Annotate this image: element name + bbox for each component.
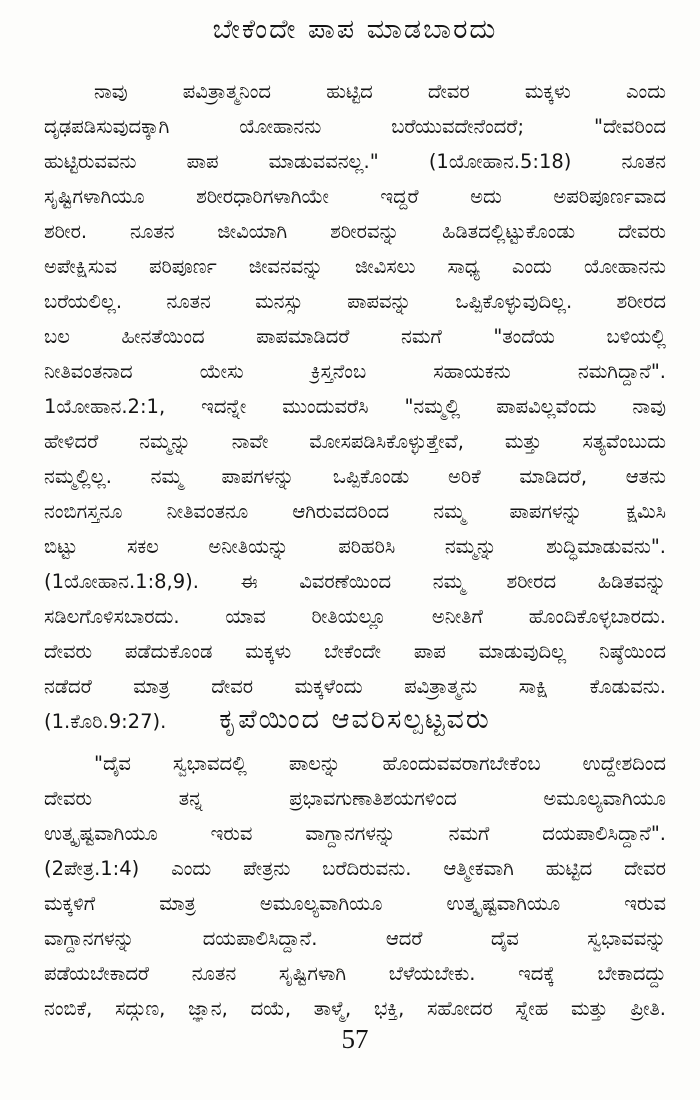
text-line: ಶರೀರ. ನೂತನ ಜೀವಿಯಾಗಿ ಶರೀರವನ್ನು ಹಿಡಿತದಲ್ಲಿಟ್ಟುಕೊಂಡು ದೇವರು: [44, 220, 666, 243]
text-line: (2ಪೇತ್ರ.1:4) ಎಂದು ಪೇತ್ರನು ಬರೆದಿರುವನು. ಆತ್ಮೀಕವಾಗಿ ಹುಟ್ಟಿದ ದೇವರ: [44, 857, 666, 880]
section-heading: ಕೃಪೆಯಿಂದ ಆವರಿಸಲ್ಪಟ್ಟವರು: [219, 704, 491, 735]
text-line: (1ಯೋಹಾನ.1:8,9). ಈ ವಿವರಣೆಯಿಂದ ನಮ್ಮ ಶರೀರದ ಹಿಡಿತವನ್ನು: [44, 570, 666, 593]
section-body: [44, 746, 666, 1026]
text-line: ಬಲ ಹೀನತೆಯಿಂದ ಪಾಪಮಾಡಿದರೆ ನಮಗೆ "ತಂದೆಯ ಬಳಿಯಲ್ಲಿ: [44, 325, 666, 348]
text-line: ನಂಬಿಗಸ್ತನೂ ನೀತಿವಂತನೂ ಆಗಿರುವದರಿಂದ ನಮ್ಮ ಪಾಪಗಳನ್ನು ಕ್ಷಮಿಸಿ: [44, 500, 666, 523]
text-line: ನೀತಿವಂತನಾದ ಯೇಸು ಕ್ರಿಸ್ತನೆಂಬ ಸಹಾಯಕನು ನಮಗಿದ್ದಾನೆ".: [44, 360, 666, 383]
text-line: ಬರೆಯಲಿಲ್ಲ. ನೂತನ ಮನಸ್ಸು ಪಾಪವನ್ನು ಒಪ್ಪಿಕೊಳ್ಳುವುದಿಲ್ಲ. ಶರೀರದ: [44, 290, 666, 313]
text-line: ಉತ್ಕೃಷ್ಟವಾಗಿಯೂ ಇರುವ ವಾಗ್ದಾನಗಳನ್ನು ನಮಗೆ ದಯಪಾಲಿಸಿದ್ದಾನೆ".: [44, 822, 666, 845]
text-line: ಅಪೇಕ್ಷಿಸುವ ಪರಿಪೂರ್ಣ ಜೀವನವನ್ನು ಜೀವಿಸಲು ಸಾಧ್ಯ ಎಂದು ಯೋಹಾನನು: [44, 255, 666, 278]
book-page: [44, 0, 666, 1100]
page-number: 57: [341, 1024, 369, 1054]
text-line: ಹೇಳಿದರೆ ನಮ್ಮನ್ನು ನಾವೇ ಮೋಸಪಡಿಸಿಕೊಳ್ಳುತ್ತೇವೆ, ಮತ್ತು ಸತ್ಯವೆಂಬುದು: [44, 430, 666, 453]
text-line: "ದೈವ ಸ್ವಭಾವದಲ್ಲಿ ಪಾಲನ್ನು ಹೊಂದುವವರಾಗಬೇಕೆಂಬ ಉದ್ದೇಶದಿಂದ: [94, 752, 666, 775]
text-line: ದೇವರು ತನ್ನ ಪ್ರಭಾವಗುಣಾತಿಶಯಗಳಿಂದ ಅಮೂಲ್ಯವಾಗಿಯೂ: [44, 787, 666, 810]
text-line: ಸಡಿಲಗೊಳಿಸಬಾರದು. ಯಾವ ರೀತಿಯಲ್ಲೂ ಅನೀತಿಗೆ ಹೊಂದಿಕೊಳ್ಳಬಾರದು.: [44, 605, 666, 628]
text-line: ಸೃಷ್ಟಿಗಳಾಗಿಯೂ ಶರೀರಧಾರಿಗಳಾಗಿಯೇ ಇದ್ದರೆ ಅದು ಅಪರಿಪೂರ್ಣವಾದ: [44, 185, 666, 208]
text-line: ನಂಬಿಕೆ, ಸದ್ಗುಣ, ಜ್ಞಾನ, ದಯೆ, ತಾಳ್ಮೆ, ಭಕ್ತಿ, ಸಹೋದರ ಸ್ನೇಹ ಮತ್ತು ಪ್ರೀತಿ.: [44, 997, 666, 1020]
text-line: ಮಕ್ಕಳಿಗೆ ಮಾತ್ರ ಅಮೂಲ್ಯವಾಗಿಯೂ ಉತ್ಕೃಷ್ಟವಾಗಿಯೂ ಇರುವ: [44, 892, 666, 915]
section-heading: ಬೇಕೆಂದೇ ಪಾಪ ಮಾಡಬಾರದು: [212, 14, 498, 45]
text-line: ನಮ್ಮಲ್ಲಿಲ್ಲ. ನಮ್ಮ ಪಾಪಗಳನ್ನು ಒಪ್ಪಿಕೊಂಡು ಅರಿಕೆ ಮಾಡಿದರೆ, ಆತನು: [44, 465, 666, 488]
text-line: (1.ಕೊರಿ.9:27).: [44, 710, 167, 733]
text-line: ಹುಟ್ಟಿರುವವನು ಪಾಪ ಮಾಡುವವನಲ್ಲ." (1ಯೋಹಾನ.5:18) ನೂತನ: [44, 150, 666, 173]
section-body: [44, 74, 666, 739]
text-line: ದೇವರು ಪಡೆದುಕೊಂಡ ಮಕ್ಕಳು ಬೇಕೆಂದೇ ಪಾಪ ಮಾಡುವುದಿಲ್ಲ ನಿಷ್ಠೆಯಿಂದ: [44, 640, 666, 663]
text-line: ನಡೆದರೆ ಮಾತ್ರ ದೇವರ ಮಕ್ಕಳೆಂದು ಪವಿತ್ರಾತ್ಮನು ಸಾಕ್ಷಿ ಕೊಡುವನು.: [44, 675, 666, 698]
text-line: ವಾಗ್ದಾನಗಳನ್ನು ದಯಪಾಲಿಸಿದ್ದಾನೆ. ಆದರೆ ದೈವ ಸ್ವಭಾವವನ್ನು: [44, 927, 666, 950]
text-line: ನಾವು ಪವಿತ್ರಾತ್ಮನಿಂದ ಹುಟ್ಟಿದ ದೇವರ ಮಕ್ಕಳು ಎಂದು: [94, 80, 666, 103]
text-line: ದೃಢಪಡಿಸುವುದಕ್ಕಾಗಿ ಯೋಹಾನನು ಬರೆಯುವದೇನೆಂದರೆ; "ದೇವರಿಂದ: [44, 115, 666, 138]
text-line: ಬಿಟ್ಟು ಸಕಲ ಅನೀತಿಯನ್ನು ಪರಿಹರಿಸಿ ನಮ್ಮನ್ನು ಶುದ್ಧಿಮಾಡುವನು".: [44, 535, 666, 558]
text-line: 1ಯೋಹಾನ.2:1, ಇದನ್ನೇ ಮುಂದುವರೆಸಿ "ನಮ್ಮಲ್ಲಿ ಪಾಪವಿಲ್ಲವೆಂದು ನಾವು: [44, 395, 666, 418]
text-line: ಪಡೆಯಬೇಕಾದರೆ ನೂತನ ಸೃಷ್ಟಿಗಳಾಗಿ ಬೆಳೆಯಬೇಕು. ಇದಕ್ಕೆ ಬೇಕಾದದ್ದು: [44, 962, 666, 985]
